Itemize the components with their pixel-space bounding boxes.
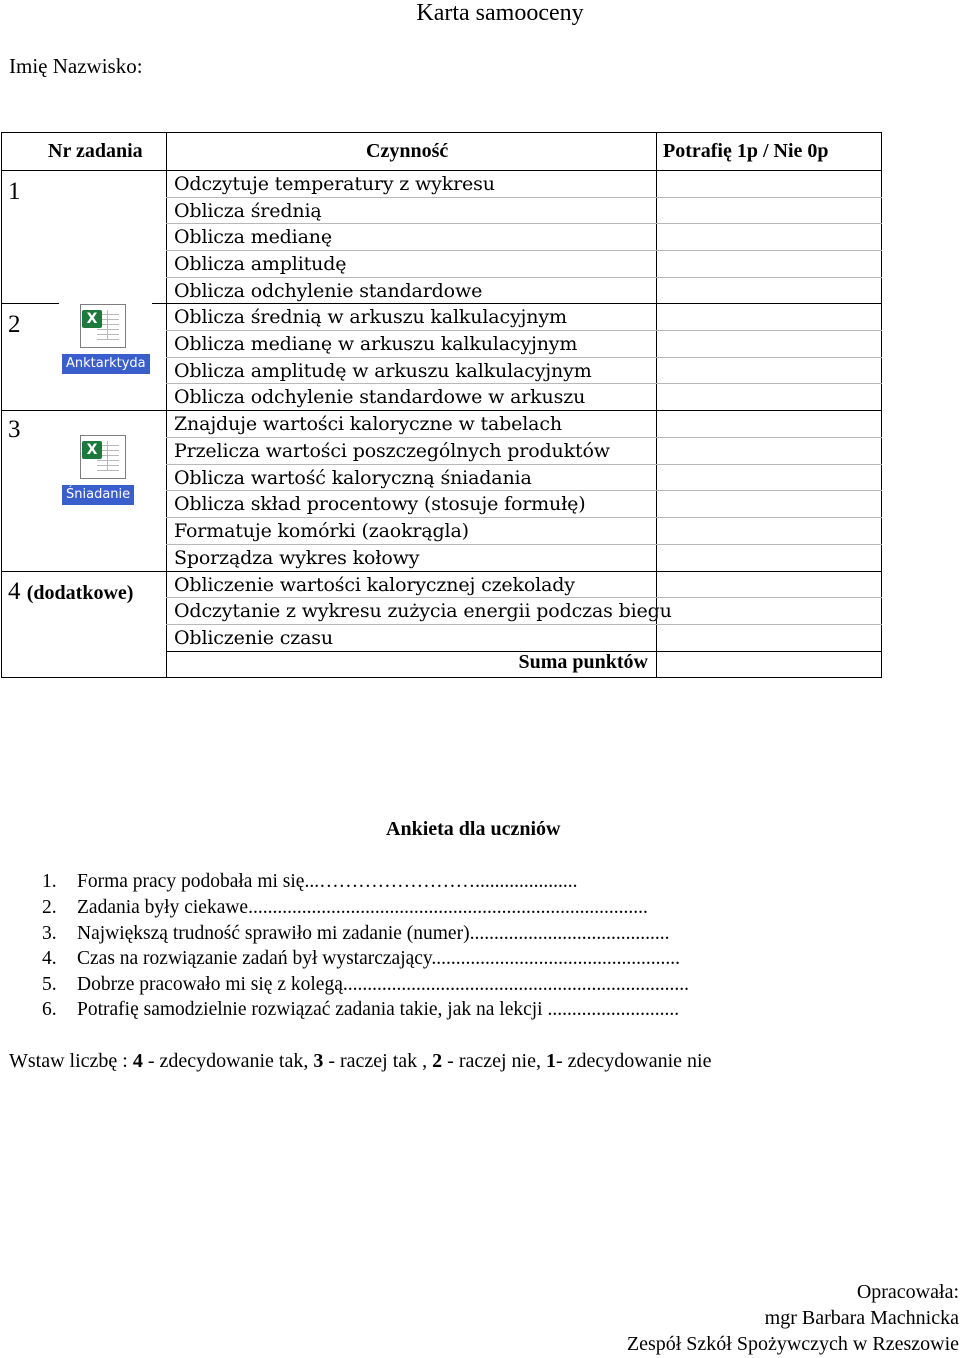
item-text: Potrafię samodzielnie rozwiązać zadania takie, jak na lekcji ........................... [77, 999, 680, 1020]
activity-row: Obliczenie wartości kalorycznej czekolady [174, 574, 575, 596]
activity-row: Oblicza średnią [174, 200, 322, 222]
scale-value: 4 [132, 1050, 143, 1072]
item-text: Dobrze pracowało mi się z kolegą....................................................................... [77, 974, 689, 995]
excel-logo-icon: X [82, 310, 102, 328]
activity-row: Oblicza wartość kaloryczną śniadania [174, 467, 532, 489]
task-suffix: (dodatkowe) [26, 582, 134, 604]
header-activity: Czynność [366, 140, 449, 162]
item-text: Największą trudność sprawiło mi zadanie (numer)......................................... [77, 923, 670, 944]
attachment-label: Śniadanie [62, 485, 134, 505]
school-name: Zespół Szkół Spożywczych w Rzeszowie [626, 1333, 959, 1355]
survey-item [42, 997, 942, 1022]
scale-text: - raczej tak , [323, 1050, 433, 1072]
page-title: Karta samooceny [416, 0, 584, 26]
survey-item [42, 895, 942, 920]
survey-title: Ankieta dla uczniów [386, 818, 561, 840]
table-border-bottom [1, 677, 882, 678]
table-border-top [1, 132, 882, 133]
header-points: Potrafię 1p / Nie 0p [663, 140, 829, 162]
attachment-label: Anktarktyda [62, 354, 150, 374]
activity-row: Oblicza odchylenie standardowe [174, 280, 483, 302]
activity-row: Znajduje wartości kaloryczne w tabelach [174, 413, 562, 435]
scale-text: - raczej nie, [442, 1050, 546, 1072]
activity-row: Oblicza odchylenie standardowe w arkuszu [174, 386, 586, 408]
item-number: 2. [42, 897, 57, 918]
task-separator [152, 303, 167, 304]
sum-label: Suma punktów [518, 651, 648, 673]
author-name: mgr Barbara Machnicka [764, 1307, 959, 1329]
survey-item [42, 972, 942, 997]
item-number: 5. [42, 974, 57, 995]
scale-value: 2 [432, 1050, 443, 1072]
task-number: 2 [8, 311, 21, 338]
table-border-left [1, 132, 2, 678]
activity-row: Odczytanie z wykresu zużycia energii podczas biegu [174, 600, 672, 622]
activity-row: Oblicza medianę [174, 226, 332, 248]
activity-row: Obliczenie czasu [174, 627, 333, 649]
excel-logo-icon: X [82, 441, 102, 459]
task-number: 3 [8, 416, 21, 443]
task-separator [1, 410, 167, 411]
name-label: Imię Nazwisko: [9, 54, 143, 78]
activity-row: Oblicza skład procentowy (stosuje formułę) [174, 493, 586, 515]
attachment-sniadanie[interactable] [62, 433, 138, 509]
scale-value: 3 [313, 1050, 324, 1072]
item-number: 1. [42, 871, 57, 892]
item-text: Czas na rozwiązanie zadań był wystarczający................................................... [77, 948, 681, 969]
item-number: 3. [42, 923, 57, 944]
scale-value: 1 [545, 1050, 556, 1072]
scale-text: - zdecydowanie nie [555, 1050, 712, 1072]
task-number: 1 [8, 178, 21, 205]
attachment-anktarktyda[interactable] [62, 302, 146, 378]
scale-text: - zdecydowanie tak, [142, 1050, 314, 1072]
item-text: Forma pracy podobała mi się...……………………..................... [77, 871, 578, 892]
task-separator [1, 303, 59, 304]
task-number: 4 (dodatkowe) [8, 578, 134, 605]
activity-row: Formatuje komórki (zaokrągla) [174, 520, 469, 542]
header-task-number: Nr zadania [48, 140, 143, 162]
rating-scale-note [9, 1050, 711, 1073]
activity-row: Sporządza wykres kołowy [174, 547, 420, 569]
task-separator [1, 571, 167, 572]
item-number: 4. [42, 948, 57, 969]
item-text: Zadania były ciekawe.................................................................................. [77, 897, 648, 918]
activity-row: Oblicza amplitudę w arkuszu kalkulacyjnym [174, 360, 592, 382]
activity-row: Przelicza wartości poszczególnych produktów [174, 440, 610, 462]
survey-item [42, 921, 942, 946]
prepared-by-label: Opracowała: [856, 1281, 959, 1303]
survey-item [42, 869, 942, 894]
activity-row: Oblicza średnią w arkuszu kalkulacyjnym [174, 306, 567, 328]
activity-row: Oblicza amplitudę [174, 253, 347, 275]
survey-item [42, 946, 942, 971]
scale-prefix: Wstaw liczbę : [9, 1050, 133, 1072]
item-number: 6. [42, 999, 57, 1020]
activity-row: Odczytuje temperatury z wykresu [174, 173, 495, 195]
activity-row: Oblicza medianę w arkuszu kalkulacyjnym [174, 333, 578, 355]
